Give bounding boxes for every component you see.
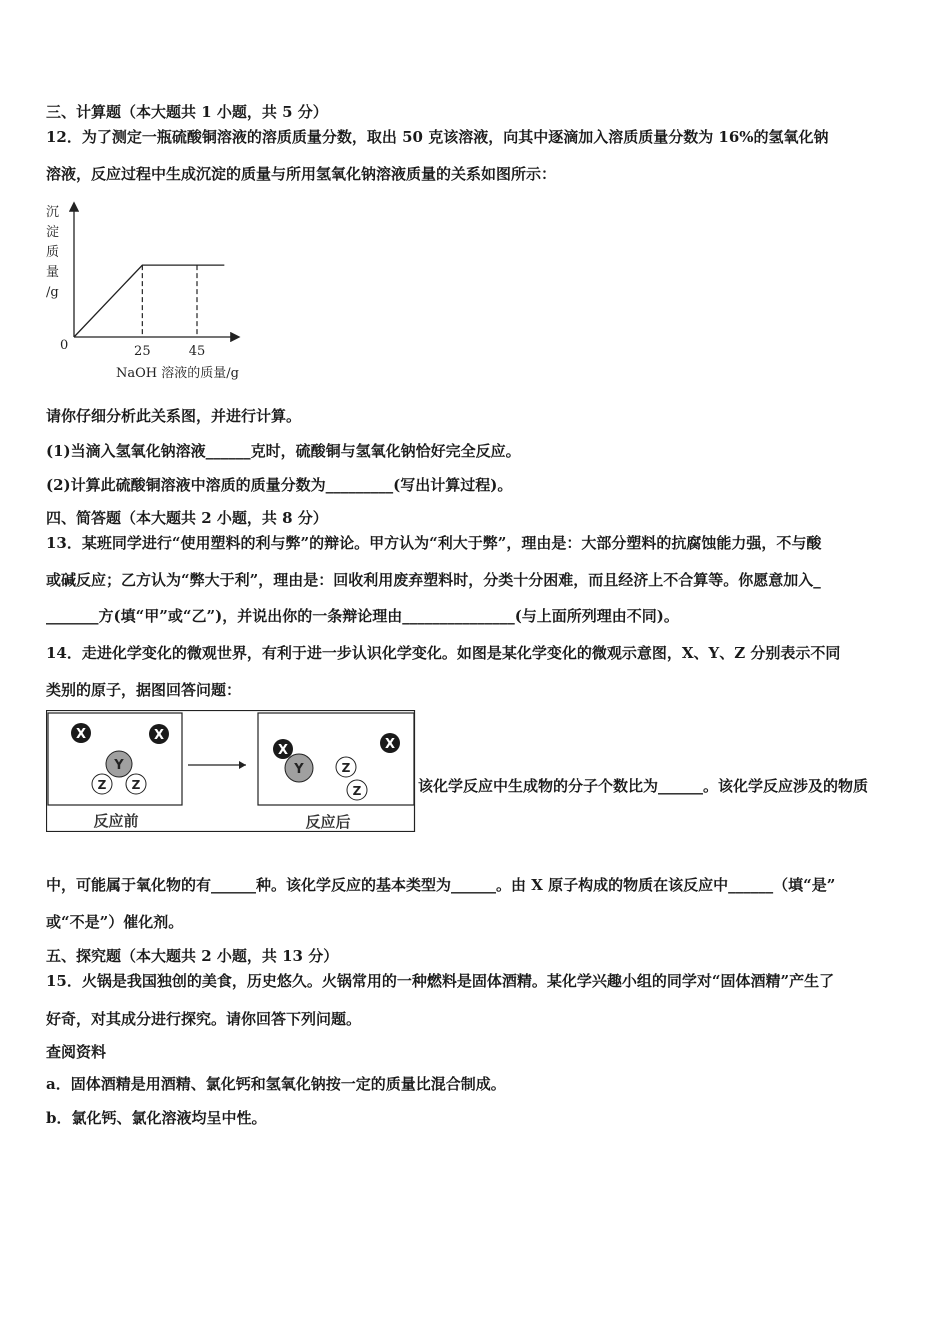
y-axis-label [46,205,59,300]
y-axis-label-char: /g [46,285,59,300]
series-line [74,265,224,337]
x-tick-25: 25 [134,344,151,359]
svg-text:X: X [277,743,289,758]
microscopic-reaction-diagram [46,710,416,832]
svg-text:Z: Z [341,761,351,775]
y-axis-label-char: 质 [46,245,60,260]
atom-x-after [380,733,400,753]
question-14-line-4: 或“不是”）催化剂。 [46,913,184,931]
y-axis-label-char: 沉 [46,205,60,220]
reference-title: 查阅资料 [46,1043,107,1061]
svg-text:X: X [384,737,396,752]
question-15-line-2: 好奇，对其成分进行探究。请你回答下列问题。 [46,1010,362,1028]
question-12-part-1: (1)当滴入氢氧化钠溶液______克时，硫酸铜与氢氧化钠恰好完全反应。 [46,442,521,460]
y-axis-label-char: 淀 [46,225,60,240]
xy-molecule-after [273,739,313,782]
atom-x-before-right [149,724,169,744]
question-14-line-2: 类别的原子，据图回答问题： [46,681,242,699]
reference-item-a: a．固体酒精是用酒精、氯化钙和氢氧化钠按一定的质量比混合制成。 [46,1075,506,1093]
question-12-line-2: 溶液，反应过程中生成沉淀的质量与所用氢氧化钠溶液质量的关系如图所示： [46,165,557,183]
x-tick-45: 45 [188,344,206,359]
svg-text:X: X [75,727,87,742]
section-5-heading: 五、探究题（本大题共 2 小题，共 13 分） [46,947,339,965]
question-12-line-1: 12．为了测定一瓶硫酸铜溶液的溶质质量分数，取出 50 克该溶液，向其中逐滴加入溶质质量分数为 16%的氢氧化钠 [46,128,829,146]
atom-x-before-left [71,723,91,743]
svg-text:Z: Z [131,778,141,792]
svg-text:Y: Y [114,758,124,773]
after-panel [258,713,414,805]
z2-molecule-after [336,757,367,800]
question-12-analysis: 请你仔细分析此关系图，并进行计算。 [46,407,302,425]
question-14-line-1: 14．走进化学变化的微观世界，有利于进一步认识化学变化。如图是某化学变化的微观示意图，X、Y、Z 分别表示不同 [46,644,841,662]
precipitate-mass-chart [40,200,250,385]
after-label: 反应后 [305,813,351,831]
question-14-line-3: 中，可能属于氧化物的有______种。该化学反应的基本类型为______。由 X 原子构成的物质在该反应中______（填“是” [46,876,836,894]
before-label: 反应前 [93,812,139,830]
section-3-heading: 三、计算题（本大题共 1 小题，共 5 分） [46,103,328,121]
question-13-line-2: 或碱反应；乙方认为“弊大于利”，理由是：回收利用废弃塑料时，分类十分困难，而且经济上不合算等。你愿意加入_ [46,571,821,589]
reference-item-b: b．氯化钙、氯化溶液均呈中性。 [46,1109,267,1127]
svg-text:Z: Z [97,778,107,792]
question-13-line-3: _______方(填“甲”或“乙”)，并说出你的一条辩论理由_______________(与上面所列理由不同)。 [46,607,679,625]
svg-text:X: X [153,728,165,743]
question-14-side-text: 该化学反应中生成物的分子个数比为______。该化学反应涉及的物质 [418,777,869,795]
question-13-line-1: 13．某班同学进行“使用塑料的利与弊”的辩论。甲方认为“利大于弊”，理由是：大部分塑料的抗腐蚀能力强，不与酸 [46,534,822,552]
question-15-line-1: 15．火锅是我国独创的美食，历史悠久。火锅常用的一种燃料是固体酒精。某化学兴趣小组的同学对“固体酒精”产生了 [46,972,835,990]
section-4-heading: 四、简答题（本大题共 2 小题，共 8 分） [46,509,328,527]
question-12-part-2: (2)计算此硫酸铜溶液中溶质的质量分数为_________(写出计算过程)。 [46,476,513,494]
y-axis-label-char: 量 [46,265,60,280]
origin-label: 0 [60,338,69,353]
x-axis-label: NaOH 溶液的质量/g [116,366,239,381]
svg-text:Y: Y [294,762,304,777]
yz2-molecule-before [92,751,146,794]
svg-text:Z: Z [352,784,362,798]
